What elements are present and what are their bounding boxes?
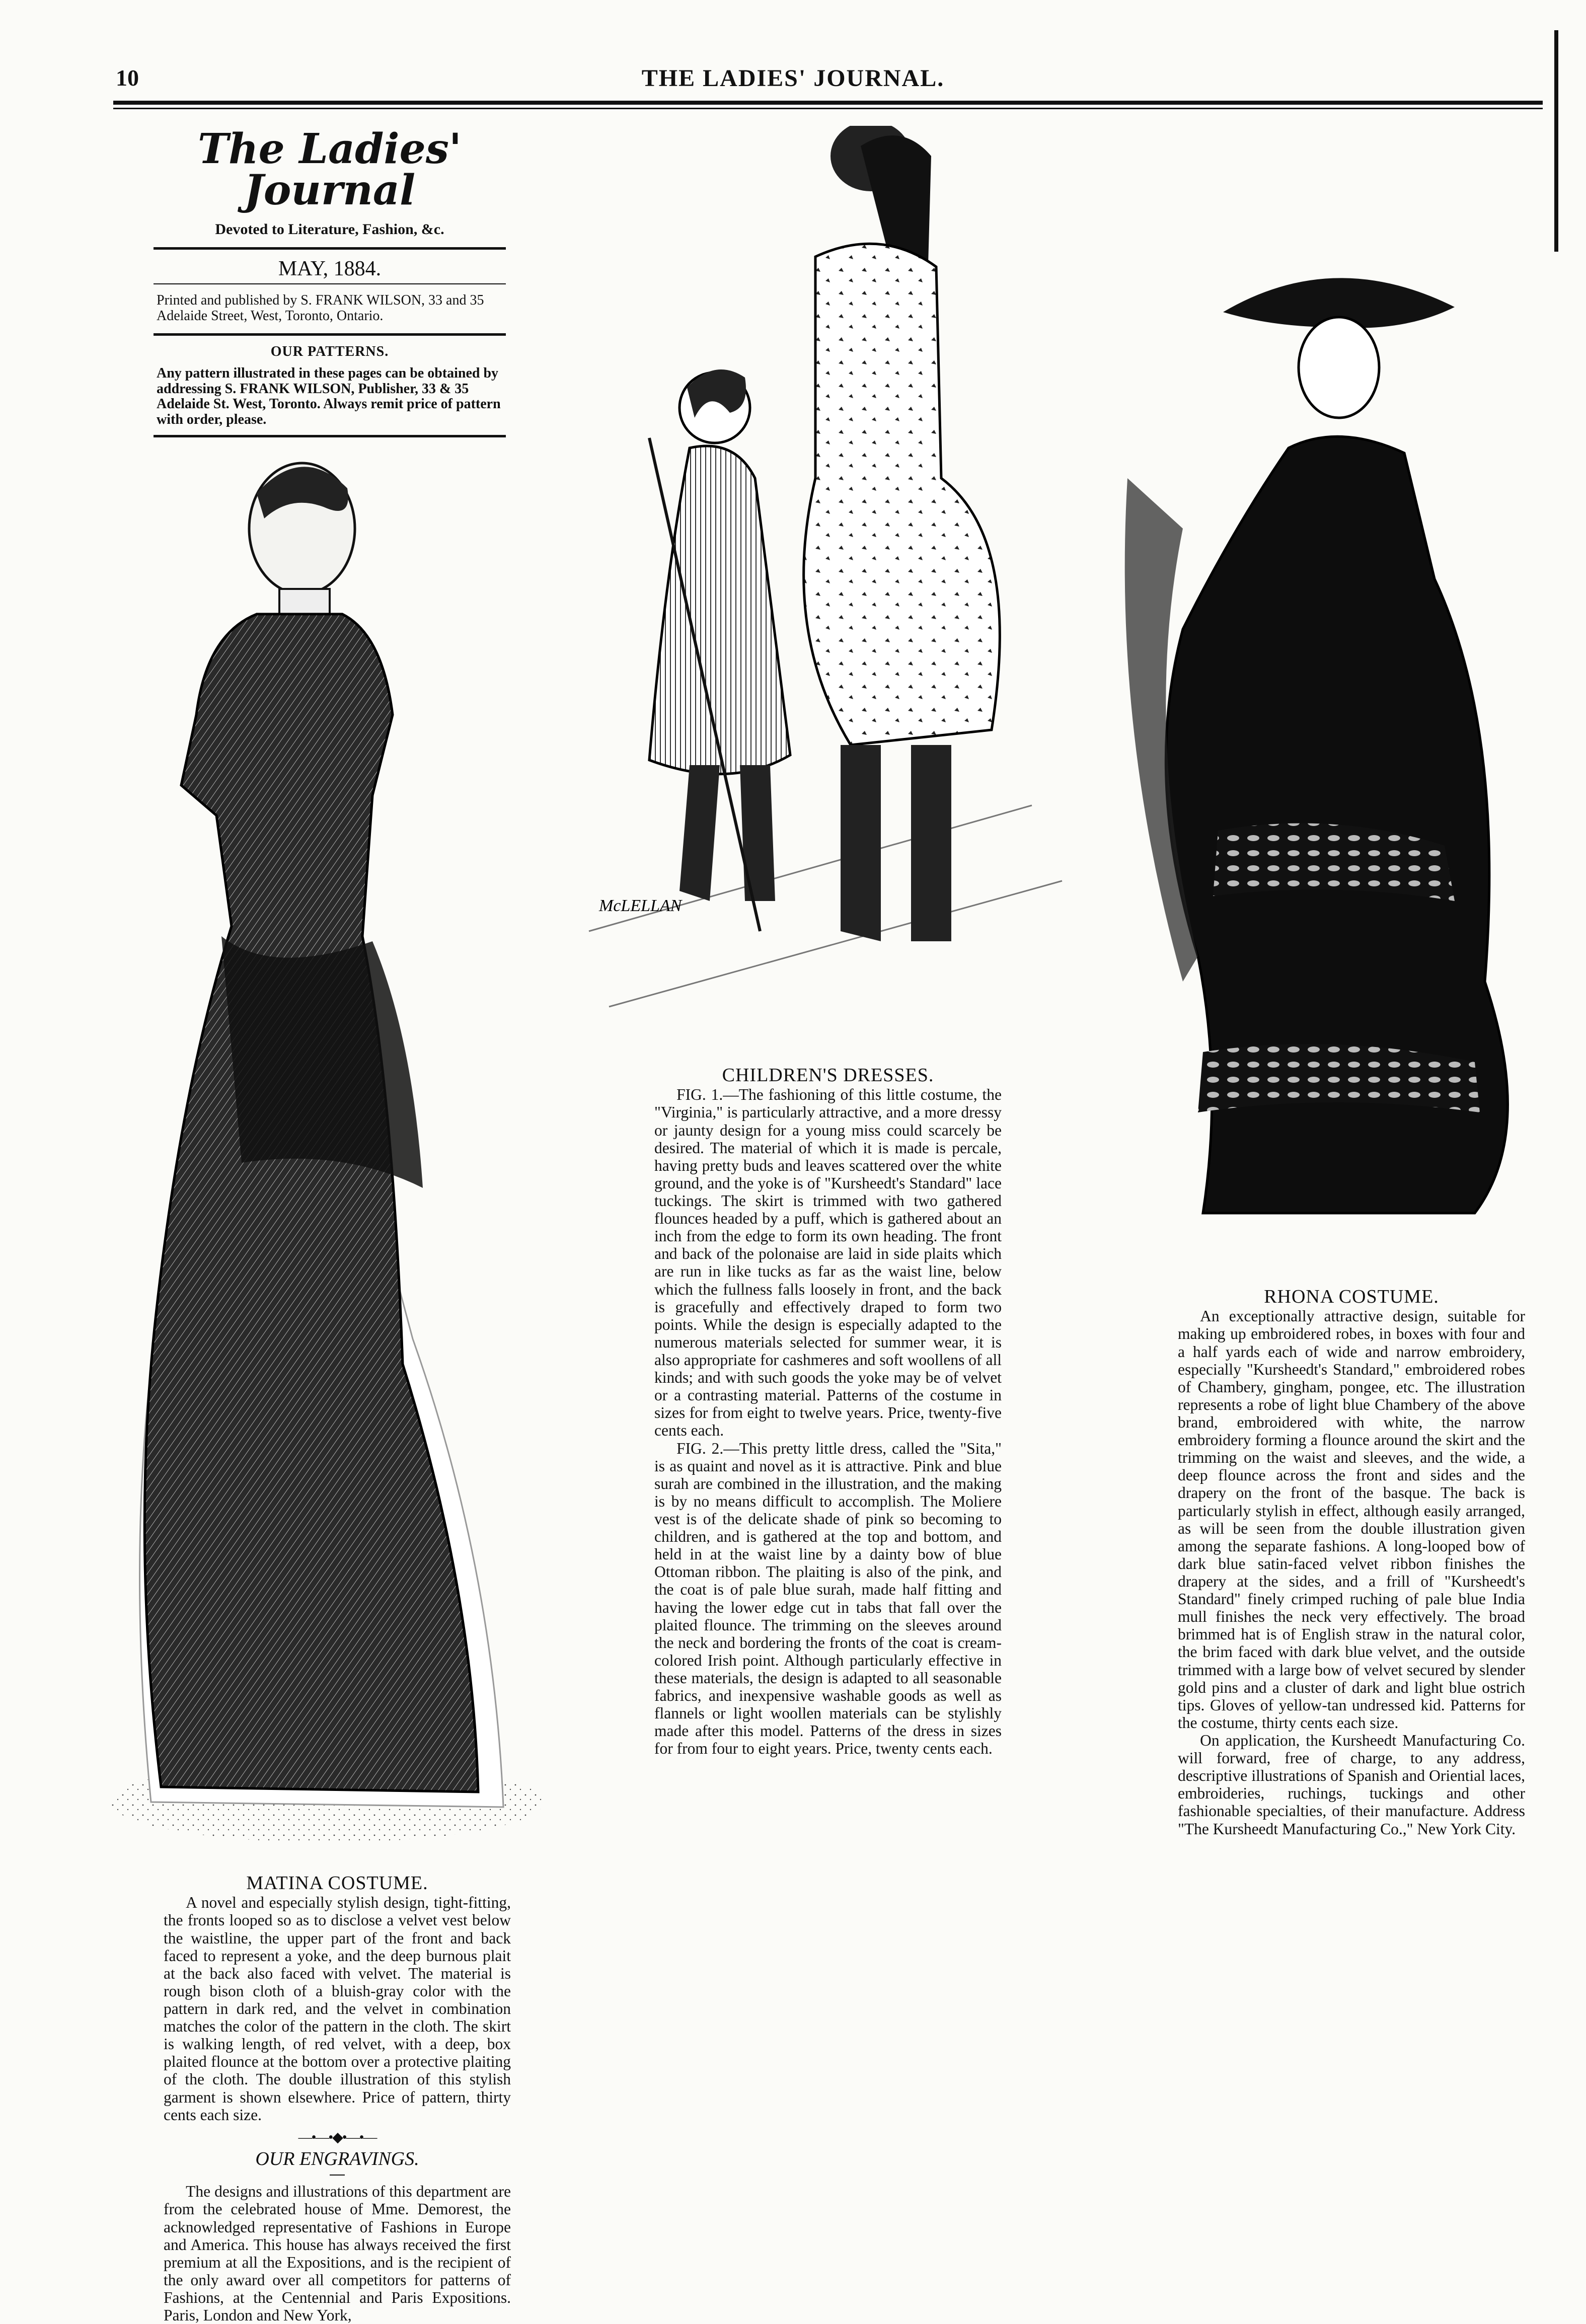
header-rule	[113, 101, 1543, 105]
matina-column	[164, 1872, 511, 2324]
masthead-title: The Ladies' Journal	[197, 125, 462, 214]
matina-costume-illustration	[91, 433, 564, 1872]
right-margin-bar	[1554, 30, 1558, 252]
children-column	[654, 1065, 1002, 1758]
matina-heading: MATINA COSTUME.	[246, 1872, 428, 1894]
matina-drapery	[221, 936, 423, 1188]
masthead-rule-2	[154, 333, 506, 336]
rhona-heading: RHONA COSTUME.	[1264, 1286, 1439, 1307]
matina-text: A novel and especially stylish design, tight-fitting, the fronts looped so as to disclose a velvet vest below the waistline, the upper part of the front and back faced to represent a yoke, and the deep burnous plait at the back also faced with velvet. The material is rough bison cloth of a bluish-gray color with the pattern in dark red, and the velvet in combination matches the color of the pattern in the cloth. The skirt is walking length, of red velvet, with a deep, box plaited flounce at the bottom over a protective plaiting of the cloth. The double illustration of this stylish garment is shown elsewhere. Price of pattern, thirty cents each size.	[164, 1894, 511, 2124]
rhona-column	[1178, 1286, 1525, 1838]
children-fig1: FIG. 1.—The fashioning of this little costume, the "Virginia," is particularly attractive, and a more dressy or jaunty design for a young miss could scarcely be desired. The material of which it is made is percale, having pretty buds and leaves scattered over the white ground, and the yoke is of "Kursheedt's Standard" lace tuckings. The skirt is trimmed with two gathered flounces headed by a puff, which is gathered about an inch from the edge to form its own heading. The front and back of the polonaise are laid in side plaits which are run in like tucks as far as the waist line, below which the fullness falls loosely in front, and the back is gracefully and effectively draped to form two points. While the design is especially adapted to the numerous materials selected for summer wear, it is also appropriate for cashmeres and soft woollens of all kinds; and with such goods the yoke may be of velvet or a contrasting material. Patterns of the costume in sizes for from eight to twelve years. Price, twenty-five cents each.	[654, 1086, 1002, 1440]
rhona-text-2: On application, the Kursheedt Manufacturing Co. will forward, free of charge, to any address, descriptive illustrations of Spanish and Oriential laces, embroideries, ruchings, tuckings and other fashionable specialties, of their manufacture. Address "The Kursheedt Manufacturing Co.," New York City.	[1178, 1731, 1525, 1838]
header-rule-thin	[113, 108, 1543, 109]
girl1-legs	[841, 745, 951, 941]
rhona-costume-illustration	[1122, 227, 1535, 1273]
publisher-notice: Printed and published by S. FRANK WILSON, 33 and 35 Adelaide Street, West, Toronto, Ontario.	[157, 292, 484, 324]
patterns-heading: OUR PATTERNS.	[270, 343, 389, 359]
children-fig2: FIG. 2.—This pretty little dress, called the "Sita," is as quaint and novel as it is attractive. Pink and blue surah are combined in the illustration, and the making is by no means difficult to accomplish. The Moliere vest is of the delicate shade of pink so becoming to children, and is gathered at the top and bottom, and held in at the waist line by a dainty bow of blue Ottoman ribbon. The plaiting is also of the pink, and the coat is of pale blue surah, made half fitting and having the lower edge cut in tabs that fall over the plaited flounce. The trimming on the sleeves around the neck and bordering the fronts of the coat is cream-colored Irish point. Although particularly effective in these materials, the design is adapted to all seasonable fabrics, and inexpensive washable goods as well as flannels or light woollen materials can be stylishly made after this model. Patterns of the dress in sizes for from four to eight years. Price, twenty cents each.	[654, 1439, 1002, 1758]
engravings-text: The designs and illustrations of this department are from the celebrated house of Mme. Demorest, the acknowledged representative of Fashions in Europe and America. This house has always received the first premium at all the Expositions, and is the recipient of the only award over all competitors for patterns of Fashions, at the Centennial and Paris Expositions. Paris, London and New York,	[164, 2183, 511, 2324]
girl1-dress	[804, 244, 1000, 745]
issue-date: MAY, 1884.	[278, 257, 382, 280]
masthead-rule	[154, 247, 506, 250]
section-ornament: —•—•◆•—•—	[298, 2129, 376, 2145]
engravings-dash	[330, 2175, 345, 2176]
artist-signature: McLELLAN	[599, 896, 682, 915]
children-heading: CHILDREN'S DRESSES.	[722, 1065, 934, 1086]
rhona-face	[1299, 317, 1379, 418]
matina-dress	[144, 614, 478, 1792]
masthead-rule-thin	[154, 283, 506, 284]
masthead	[154, 125, 506, 437]
childrens-dresses-illustration	[579, 126, 1072, 1057]
girl2-dress	[649, 446, 790, 774]
page-number: 10	[116, 65, 139, 91]
masthead-subtitle: Devoted to Literature, Fashion, &c.	[215, 221, 444, 238]
rhona-text: An exceptionally attractive design, suitable for making up embroidered robes, in boxes with four and a half yards each of wide and narrow embroidery, especially "Kursheedt's Standard," embroidered robes of Chambery, gingham, pongee, etc. The illustration represents a robe of light blue Chambery of the above brand, embroidered with white, the narrow embroidery forming a flounce around the skirt and the trimming on the waist and sleeves, and the wide, a deep flounce across the front and sides and the drapery on the front of the basque. The back is particularly stylish in effect, although easily arranged, as will be seen from the double illustration given among the separate fashions. A long-looped bow of dark blue satin-faced velvet ribbon finishes the drapery at the sides, and a frill of "Kursheedt's Standard" finely crimped ruching of pale blue India mull finishes the neck very effectively. The broad brimmed hat is of English straw in the natural color, the brim faced with dark blue velvet, and the outside trimmed with a large bow of velvet secured by slender gold pins and a cluster of dark and light blue ostrich tips. Gloves of yellow-tan undressed kid. Patterns for the costume, thirty cents each size.	[1178, 1307, 1525, 1732]
engravings-heading: OUR ENGRAVINGS.	[255, 2148, 419, 2169]
patterns-notice: Any pattern illustrated in these pages can be obtained by addressing S. FRANK WILSON, Publisher, 33 & 35 Adelaide St. West, Toronto. Always remit price of pattern with order, please.	[157, 365, 501, 428]
running-title: THE LADIES' JOURNAL.	[641, 65, 945, 92]
